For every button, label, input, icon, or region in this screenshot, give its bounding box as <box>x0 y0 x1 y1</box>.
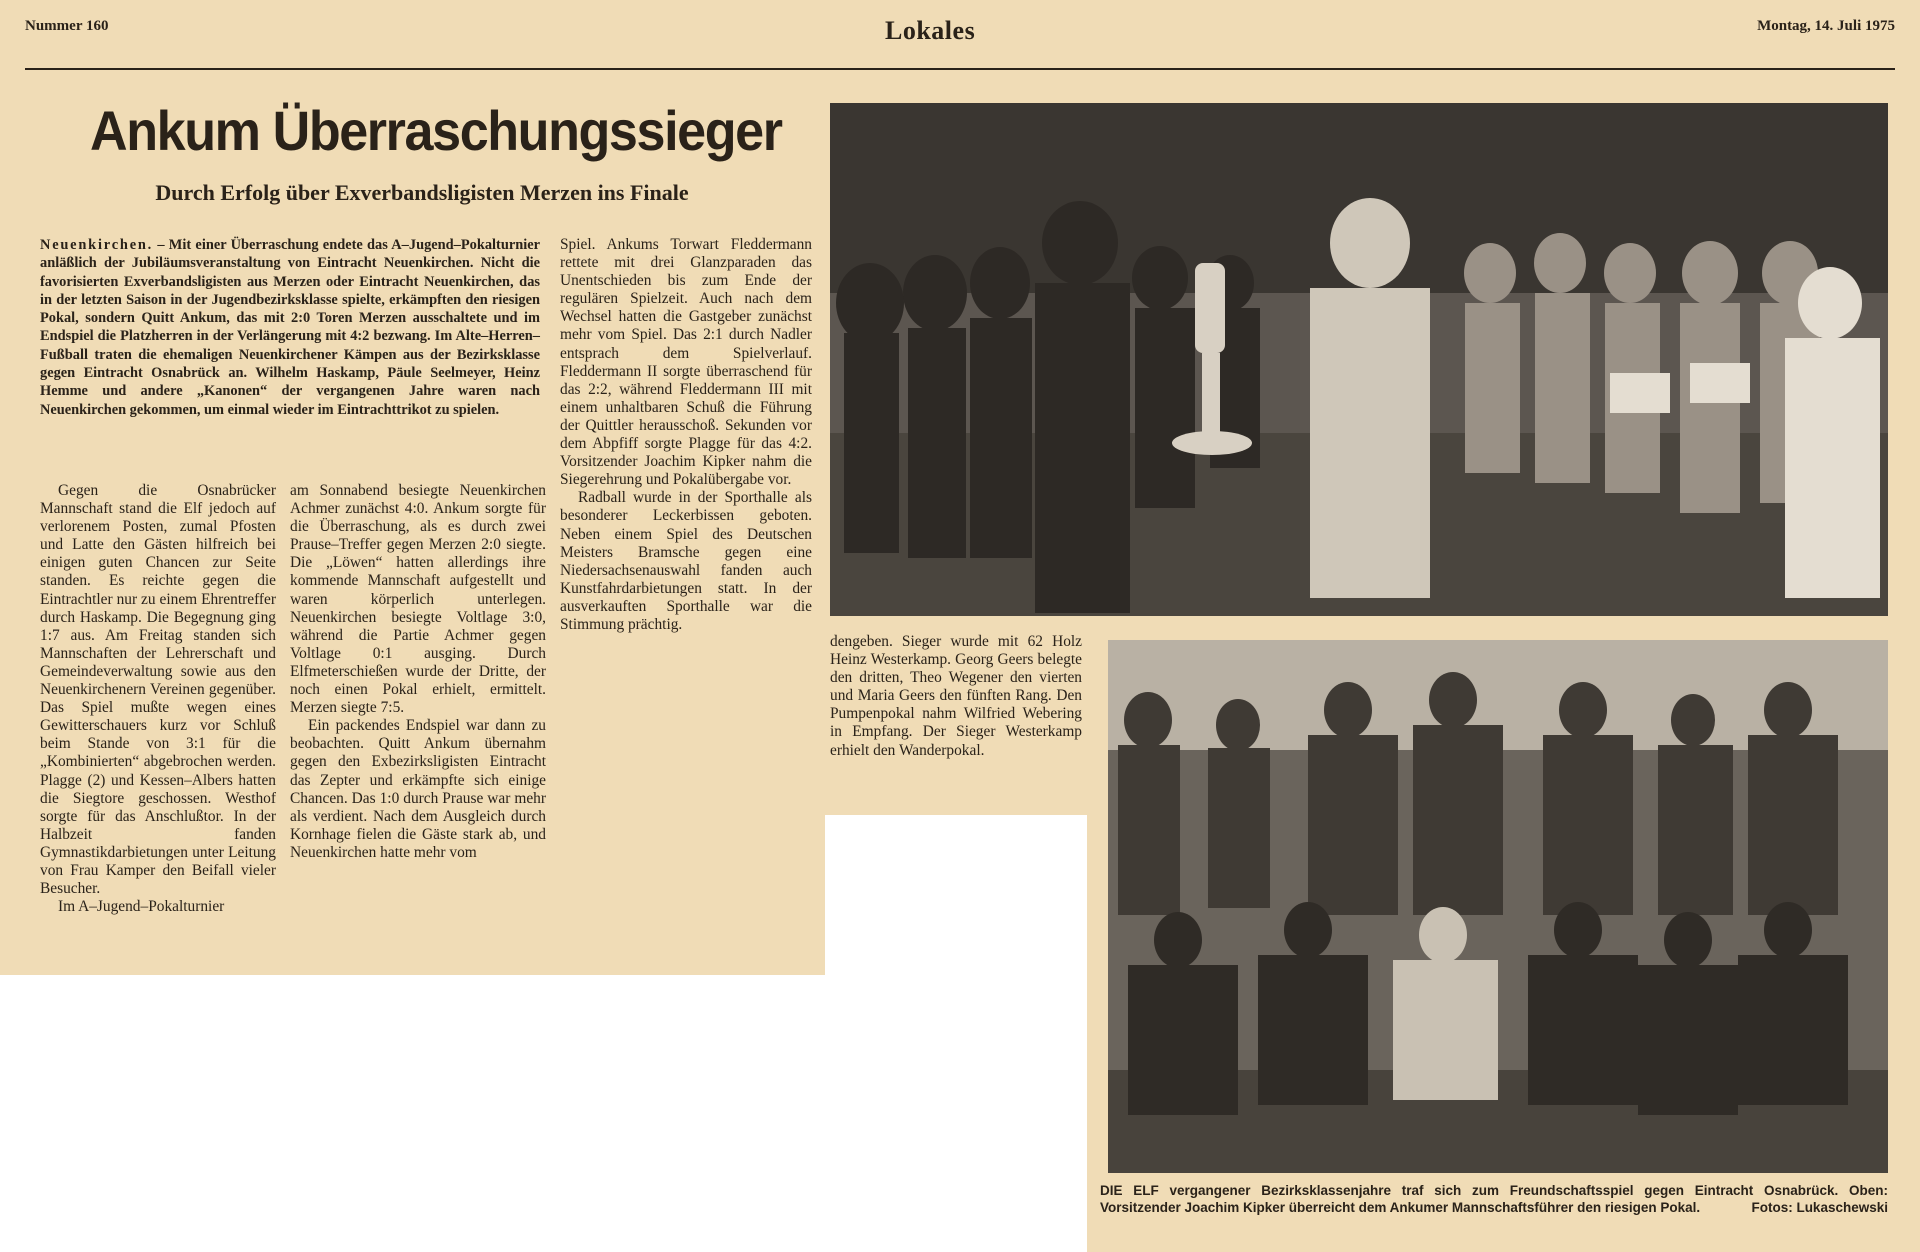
headline: Ankum Überraschungssieger <box>90 99 782 162</box>
caption-text: DIE ELF vergangener Bezirksklassenjahre traf sich zum Freundschaftsspiel gegen Eintracht Osnabrück. Oben: Vorsitzender Joachim Kipker überreicht dem Ankumer Mannschaftsführer den riesigen Pokal. <box>1100 1183 1888 1215</box>
paragraph: am Sonnabend besiegte Neuenkirchen Achmer zunächst 4:0. Ankum sorgte für die Überraschung, als es durch zwei Prause–Treffer gegen Merzen 2:0 siegte. Die „Löwen“ hatten allerdings ihre kommende Mannschaft aufgestellt und waren körperlich unterlegen. Neuenkirchen besiegte Voltlage 3:0, während die Partie Achmer gegen Voltlage 0:1 ausging. Durch Elfmeterschießen wurde der Dritte, der noch einen Pokal erhielt, ermittelt. Merzen siegte 7:5. <box>290 482 546 717</box>
subheadline: Durch Erfolg über Exverbandsligisten Merzen ins Finale <box>155 180 689 205</box>
paragraph: Radball wurde in der Sporthalle als besonderer Leckerbissen geboten. Neben einem Spiel des Deutschen Meisters Bramsche gegen eine Niedersachsenauswahl fanden auch Kunstfahrdarbietungen statt. In der ausverkauften Sporthalle war die Stimmung prächtig. <box>560 489 812 633</box>
section-title: Lokales <box>885 16 976 45</box>
article-column-4 <box>830 633 1082 760</box>
paragraph: Im A–Jugend–Pokalturnier <box>58 898 225 916</box>
paragraph: Spiel. Ankums Torwart Fleddermann rettete mit drei Glanzparaden das Unentschieden bis zum Ende der regulären Spielzeit. Auch nach dem Wechsel hatten die Gastgeber zunächst mehr vom Spiel. Das 2:1 durch Nadler entsprach dem Spielverlauf. Fleddermann II sorgte überraschend für das 2:2, während Fleddermann III mit einem unhaltbaren Schuß die Führung der Quittler herausschoß. Sekunden vor dem Abpfiff sorgte Plagge für das 4:2. Vorsitzender Joachim Kipker nahm die Siegerehrung und Pokalübergabe vor. <box>560 236 812 489</box>
lead-text: – Mit einer Überraschung endete das A–Jugend–Pokalturnier anläßlich der Jubiläumsveranstaltung von Eintracht Neuenkirchen. Nicht die favorisierten Exverbandsligisten aus Merzen oder Eintracht Neuenkirchen, das in der letzten Saison in der Jugendbezirksklasse spielte, erkämpften den riesigen Pokal, sondern Quitt Ankum, das mit 2:0 Toren Merzen ausschaltete und im Endspiel die Platzherren in der Verlängerung mit 4:2 bezwang. Im Alte–Herren–Fußball traten die ehemaligen Neuenkirchener Kämpen aus der Bezirksklasse gegen Eintracht Osnabrück an. Wilhelm Haskamp, Päule Seelmeyer, Heinz Hemme und andere „Kanonen“ der vergangenen Jahre waren nach Neuenkirchen gekommen, um einmal wieder im Eintrachttrikot zu spielen. <box>40 237 540 418</box>
paragraph: Ein packendes Endspiel war dann zu beobachten. Quitt Ankum übernahm gegen den Exbezirksligisten Eintracht das Zepter und erkämpfte sich einige Chancen. Das 1:0 durch Prause war mehr als verdient. Nach dem Ausgleich durch Kornhage fielen die Gäste stark ab, und Neuenkirchen hatte mehr vom <box>290 717 546 861</box>
article-column-2 <box>290 482 546 862</box>
photo-team-portrait <box>1108 640 1888 1173</box>
photo-team-portrait-image <box>1108 640 1888 1173</box>
photo-credit: Fotos: Lukaschewski <box>1751 1200 1888 1215</box>
article-column-3 <box>560 236 812 634</box>
masthead <box>25 10 1895 52</box>
paragraph: Gegen die Osnabrücker Mannschaft stand die Elf jedoch auf verlorenem Posten, zumal Pfosten und Latte den Gästen hilfreich bei einigen guten Chancen zur Seite standen. Es reichte gegen die Eintrachtler nur zu einem Ehrentreffer durch Haskamp. Die Begegnung ging 1:7 aus. Am Freitag standen sich Mannschaften der Lehrerschaft und Gemeindeverwaltung sowie aus den Neuenkirchenern Vereinen gegenüber. Das Spiel mußte wegen eines Gewitterschauers kurz vor Schluß beim Stande von 3:1 für die „Kombinierten“ abgebrochen werden. Plagge (2) und Kessen–Albers hatten die Siegtore geschossen. Westhof sorgte für das Anschlußtor. In der Halbzeit fanden Gymnastikdarbietungen unter Leitung von Frau Kamper den Beifall vieler Besucher. <box>40 482 276 898</box>
article-column-1 <box>40 482 276 916</box>
issue-date: Montag, 14. Juli 1975 <box>1757 18 1895 34</box>
issue-number: Nummer 160 <box>25 18 109 34</box>
photo-caption <box>1100 1182 1888 1216</box>
photo-trophy-presentation <box>830 103 1888 616</box>
lead-paragraph <box>40 236 540 419</box>
lead-dateline: Neuenkirchen. <box>40 237 154 253</box>
masthead-rule <box>25 68 1895 70</box>
paragraph: dengeben. Sieger wurde mit 62 Holz Heinz Westerkamp. Georg Geers belegte den dritten, Theo Wegener den vierten und Maria Geers den fünften Rang. Den Pumpenpokal nahm Wilfried Webering in Empfang. Der Sieger Westerkamp erhielt den Wanderpokal. <box>830 633 1082 759</box>
photo-trophy-presentation-image <box>830 103 1888 616</box>
